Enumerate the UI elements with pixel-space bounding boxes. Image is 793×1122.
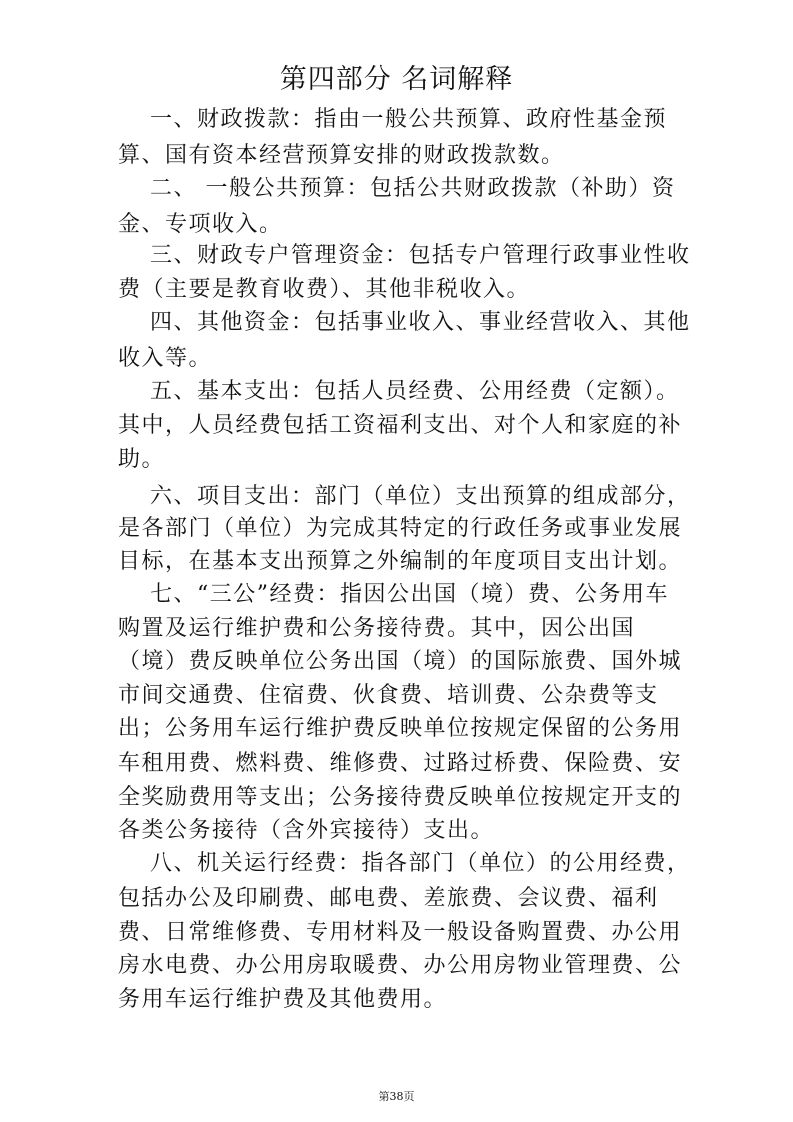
text-line: 五、基本支出：包括人员经费、公用经费（定额）。	[150, 379, 680, 404]
text-line: 三、财政专户管理资金：包括专户管理行政事业性收	[150, 243, 691, 268]
text-line: 车租用费、燃料费、维修费、过路过桥费、保险费、安	[118, 751, 683, 776]
text-line: （境）费反映单位公务出国（境）的国际旅费、国外城	[118, 649, 683, 674]
text-line: 包括办公及印刷费、邮电费、差旅费、会议费、福利	[118, 886, 659, 911]
text-line: 出；公务用车运行维护费反映单位按规定保留的公务用	[118, 716, 683, 741]
text-line: 二、 一般公共预算：包括公共财政拨款（补助）资	[150, 176, 676, 201]
text-line: 收入等。	[118, 346, 213, 371]
text-line: 七、“三公”经费：指因公出国（境）费、公务用车	[150, 582, 669, 607]
text-line: 四、其他资金：包括事业收入、事业经营收入、其他	[150, 310, 691, 335]
text-line: 一、财政拨款：指由一般公共预算、政府性基金预	[150, 107, 668, 132]
text-line: 购置及运行维护费和公务接待费。其中，因公出国	[118, 616, 636, 641]
text-line: 费（主要是教育收费）、其他非税收入。	[118, 277, 531, 302]
text-line: 其中，人员经费包括工资福利支出、对个人和家庭的补	[118, 413, 683, 438]
text-line: 算、国有资本经营预算安排的财政拨款数。	[118, 143, 565, 168]
text-line: 务用车运行维护费及其他费用。	[118, 987, 448, 1012]
text-line: 金、专项收入。	[118, 212, 283, 237]
text-line: 目标，在基本支出预算之外编制的年度项目支出计划。	[118, 549, 683, 574]
text-line: 是各部门（单位）为完成其特定的行政任务或事业发展	[118, 516, 683, 541]
text-line: 八、机关运行经费：指各部门（单位）的公用经费，	[150, 851, 691, 876]
text-line: 费、日常维修费、专用材料及一般设备购置费、办公用	[118, 920, 683, 945]
text-line: 全奖励费用等支出；公务接待费反映单位按规定开支的	[118, 785, 683, 810]
text-line: 市间交通费、住宿费、伙食费、培训费、公杂费等支	[118, 683, 659, 708]
text-line: 助。	[118, 447, 166, 472]
text-line: 六、项目支出：部门（单位）支出预算的组成部分，	[150, 484, 691, 509]
page-title: 第四部分 名词解释	[279, 64, 514, 95]
text-line: 房水电费、办公用房取暖费、办公用房物业管理费、公	[118, 953, 683, 978]
page-number: 第38页	[378, 1090, 415, 1103]
text-line: 各类公务接待（含外宾接待）支出。	[118, 818, 495, 843]
